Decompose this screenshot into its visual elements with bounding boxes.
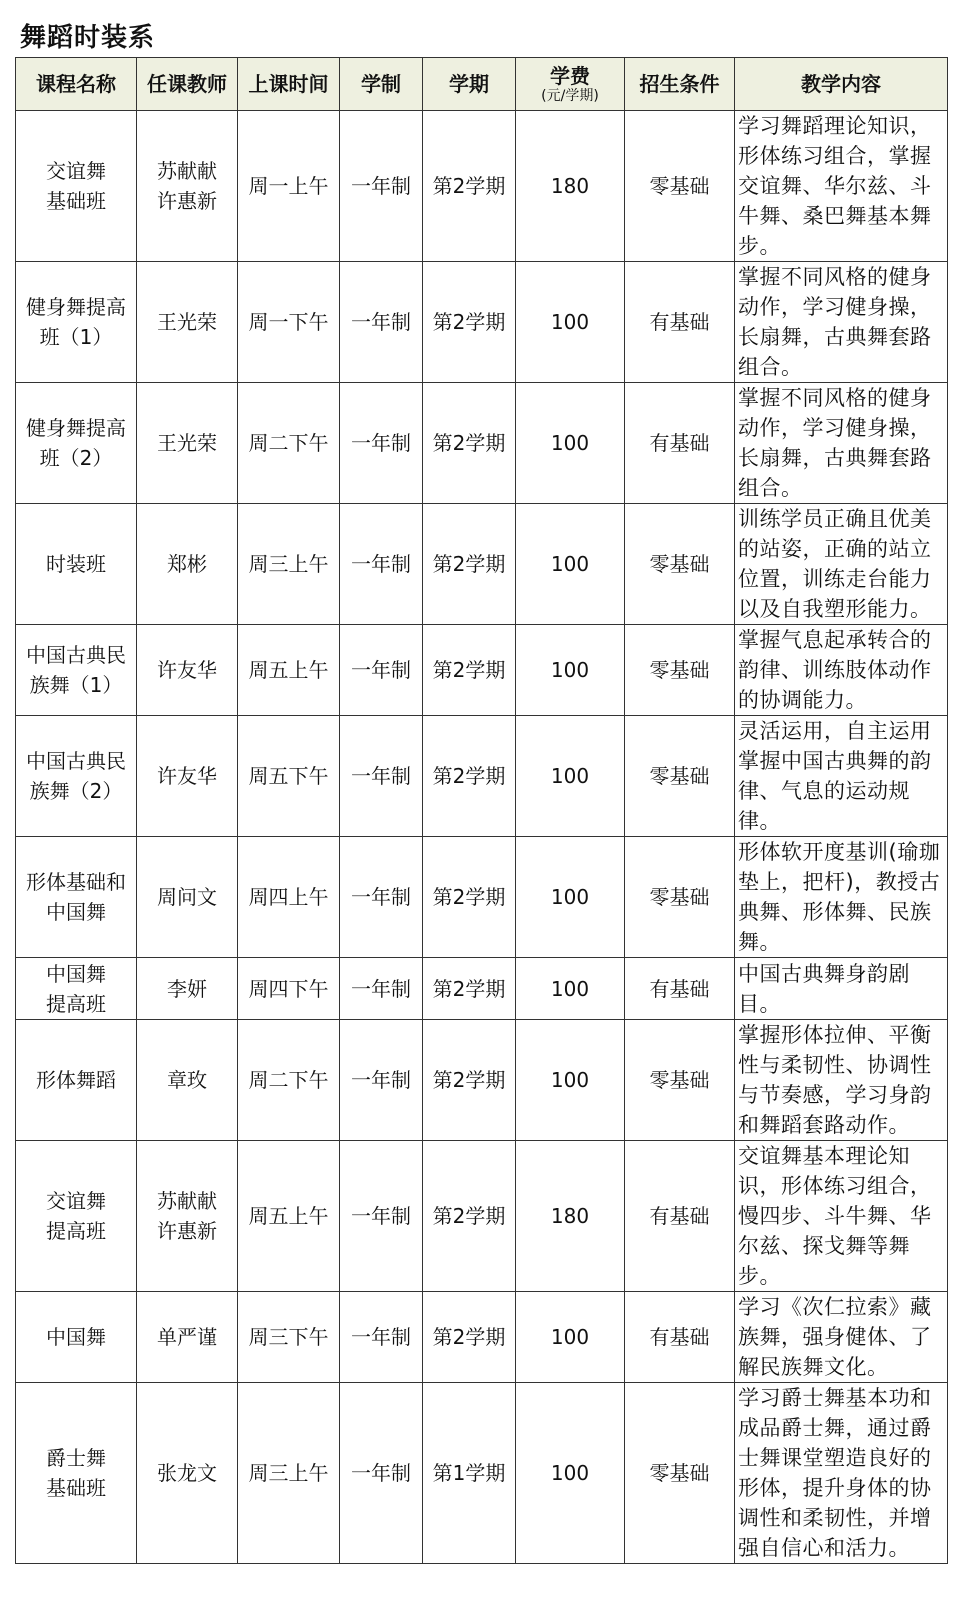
teacher-cell: 李妍 [137, 958, 238, 1020]
requirement-cell: 零基础 [625, 1383, 735, 1564]
study-system-cell: 一年制 [340, 1141, 423, 1292]
table-row [16, 625, 948, 716]
table-row [16, 1141, 948, 1292]
course-name-cell: 中国古典民 族舞（2） [16, 716, 137, 837]
page-title: 舞蹈时装系 [20, 23, 156, 53]
teaching-content-cell: 训练学员正确且优美的站姿，正确的站立位置，训练走台能力以及自我塑形能力。 [735, 504, 948, 625]
teacher-cell: 周问文 [137, 837, 238, 958]
teaching-content-cell: 交谊舞基本理论知识，形体练习组合，慢四步、斗牛舞、华尔兹、探戈舞等舞步。 [735, 1141, 948, 1292]
header-course: 课程名称 [16, 58, 137, 111]
table-body [16, 111, 948, 1564]
teaching-content-cell: 掌握不同风格的健身动作，学习健身操，长扇舞，古典舞套路组合。 [735, 383, 948, 504]
teacher-cell: 王光荣 [137, 383, 238, 504]
teaching-content-cell: 掌握形体拉伸、平衡性与柔韧性、协调性与节奏感，学习身韵和舞蹈套路动作。 [735, 1020, 948, 1141]
study-system-cell: 一年制 [340, 1383, 423, 1564]
table-row [16, 1020, 948, 1141]
teacher-cell: 苏献献 许惠新 [137, 1141, 238, 1292]
course-name-cell: 健身舞提高 班（1） [16, 262, 137, 383]
course-name-cell: 时装班 [16, 504, 137, 625]
fee-cell: 100 [516, 837, 625, 958]
study-system-cell: 一年制 [340, 1020, 423, 1141]
term-cell: 第2学期 [423, 1020, 516, 1141]
requirement-cell: 有基础 [625, 262, 735, 383]
table-row [16, 716, 948, 837]
class-time-cell: 周三上午 [238, 504, 340, 625]
term-cell: 第2学期 [423, 837, 516, 958]
header-content: 教学内容 [735, 58, 948, 111]
teacher-cell: 单严谨 [137, 1292, 238, 1383]
fee-cell: 100 [516, 262, 625, 383]
class-time-cell: 周五上午 [238, 1141, 340, 1292]
term-cell: 第2学期 [423, 1141, 516, 1292]
class-time-cell: 周二下午 [238, 383, 340, 504]
fee-cell: 100 [516, 625, 625, 716]
class-time-cell: 周一上午 [238, 111, 340, 262]
course-name-cell: 中国舞 提高班 [16, 958, 137, 1020]
teacher-cell: 许友华 [137, 716, 238, 837]
requirement-cell: 有基础 [625, 1141, 735, 1292]
teacher-cell: 张龙文 [137, 1383, 238, 1564]
teaching-content-cell: 学习《次仁拉索》藏族舞，强身健体、了解民族舞文化。 [735, 1292, 948, 1383]
study-system-cell: 一年制 [340, 625, 423, 716]
study-system-cell: 一年制 [340, 958, 423, 1020]
term-cell: 第2学期 [423, 958, 516, 1020]
teaching-content-cell: 中国古典舞身韵剧目。 [735, 958, 948, 1020]
header-requirement: 招生条件 [625, 58, 735, 111]
fee-cell: 100 [516, 1383, 625, 1564]
study-system-cell: 一年制 [340, 504, 423, 625]
course-name-cell: 中国舞 [16, 1292, 137, 1383]
requirement-cell: 零基础 [625, 504, 735, 625]
class-time-cell: 周五上午 [238, 625, 340, 716]
table-row [16, 1383, 948, 1564]
fee-cell: 100 [516, 716, 625, 837]
term-cell: 第2学期 [423, 625, 516, 716]
teacher-cell: 王光荣 [137, 262, 238, 383]
header-fee [516, 58, 625, 111]
header-time: 上课时间 [238, 58, 340, 111]
teaching-content-cell: 形体软开度基训(瑜珈垫上，把杆)，教授古典舞、形体舞、民族舞。 [735, 837, 948, 958]
class-time-cell: 周三上午 [238, 1383, 340, 1564]
class-time-cell: 周二下午 [238, 1020, 340, 1141]
teaching-content-cell: 掌握气息起承转合的韵律、训练肢体动作的协调能力。 [735, 625, 948, 716]
study-system-cell: 一年制 [340, 837, 423, 958]
teaching-content-cell: 学习爵士舞基本功和成品爵士舞，通过爵士舞课堂塑造良好的形体，提升身体的协调性和柔韧性，并增强自信心和活力。 [735, 1383, 948, 1564]
study-system-cell: 一年制 [340, 383, 423, 504]
requirement-cell: 零基础 [625, 837, 735, 958]
table-row [16, 111, 948, 262]
teacher-cell: 许友华 [137, 625, 238, 716]
table-header-row [16, 58, 948, 111]
course-name-cell: 交谊舞 基础班 [16, 111, 137, 262]
class-time-cell: 周四下午 [238, 958, 340, 1020]
requirement-cell: 零基础 [625, 716, 735, 837]
course-name-cell: 爵士舞 基础班 [16, 1383, 137, 1564]
term-cell: 第1学期 [423, 1383, 516, 1564]
table-row [16, 958, 948, 1020]
header-system: 学制 [340, 58, 423, 111]
study-system-cell: 一年制 [340, 1292, 423, 1383]
class-time-cell: 周三下午 [238, 1292, 340, 1383]
class-time-cell: 周五下午 [238, 716, 340, 837]
fee-cell: 100 [516, 504, 625, 625]
requirement-cell: 零基础 [625, 1020, 735, 1141]
table-row [16, 1292, 948, 1383]
table-row [16, 383, 948, 504]
header-teacher: 任课教师 [137, 58, 238, 111]
teacher-cell: 苏献献 许惠新 [137, 111, 238, 262]
study-system-cell: 一年制 [340, 262, 423, 383]
term-cell: 第2学期 [423, 262, 516, 383]
requirement-cell: 零基础 [625, 111, 735, 262]
term-cell: 第2学期 [423, 383, 516, 504]
course-name-cell: 中国古典民 族舞（1） [16, 625, 137, 716]
term-cell: 第2学期 [423, 111, 516, 262]
fee-cell: 100 [516, 1292, 625, 1383]
fee-cell: 180 [516, 1141, 625, 1292]
term-cell: 第2学期 [423, 716, 516, 837]
requirement-cell: 有基础 [625, 383, 735, 504]
table-row [16, 262, 948, 383]
teaching-content-cell: 灵活运用，自主运用掌握中国古典舞的韵律、气息的运动规律。 [735, 716, 948, 837]
term-cell: 第2学期 [423, 504, 516, 625]
teacher-cell: 郑彬 [137, 504, 238, 625]
course-name-cell: 交谊舞 提高班 [16, 1141, 137, 1292]
requirement-cell: 有基础 [625, 958, 735, 1020]
requirement-cell: 零基础 [625, 625, 735, 716]
teacher-cell: 章玫 [137, 1020, 238, 1141]
fee-cell: 180 [516, 111, 625, 262]
fee-cell: 100 [516, 958, 625, 1020]
study-system-cell: 一年制 [340, 716, 423, 837]
teaching-content-cell: 学习舞蹈理论知识，形体练习组合，掌握交谊舞、华尔兹、斗牛舞、桑巴舞基本舞步。 [735, 111, 948, 262]
class-time-cell: 周四上午 [238, 837, 340, 958]
header-fee-unit: (元/学期) [541, 88, 599, 104]
table-row [16, 837, 948, 958]
teaching-content-cell: 掌握不同风格的健身动作，学习健身操，长扇舞，古典舞套路组合。 [735, 262, 948, 383]
course-name-cell: 健身舞提高 班（2） [16, 383, 137, 504]
course-table [15, 57, 948, 1564]
term-cell: 第2学期 [423, 1292, 516, 1383]
course-name-cell: 形体基础和 中国舞 [16, 837, 137, 958]
header-term: 学期 [423, 58, 516, 111]
requirement-cell: 有基础 [625, 1292, 735, 1383]
fee-cell: 100 [516, 383, 625, 504]
class-time-cell: 周一下午 [238, 262, 340, 383]
fee-cell: 100 [516, 1020, 625, 1141]
header-fee-label: 学费 [550, 64, 590, 88]
table-row [16, 504, 948, 625]
course-name-cell: 形体舞蹈 [16, 1020, 137, 1141]
study-system-cell: 一年制 [340, 111, 423, 262]
